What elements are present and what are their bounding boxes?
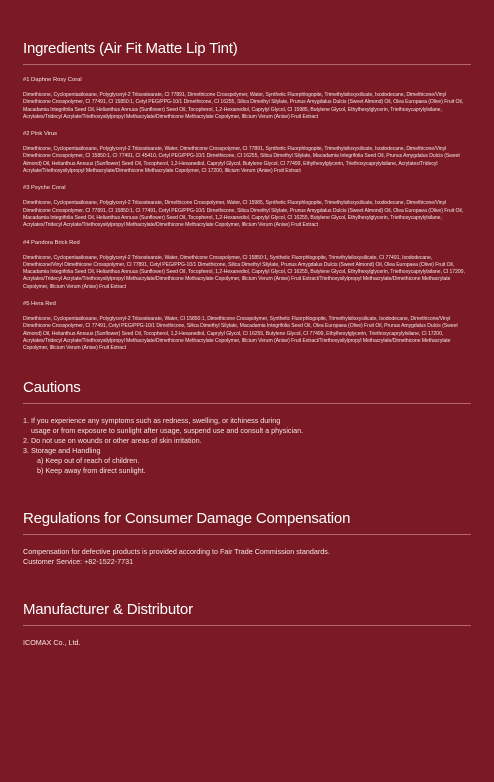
caution-item: 3. Storage and Handling <box>23 445 101 455</box>
section-divider <box>23 534 471 535</box>
caution-subitem: b) Keep away from direct sunlight. <box>37 465 146 475</box>
cautions-title: Cautions <box>23 378 81 396</box>
shade-name: #2 Pink Virus <box>23 131 58 138</box>
regulations-section <box>23 510 471 567</box>
customer-service-text: Customer Service: +82-1522-7731 <box>23 556 134 566</box>
caution-item: 1. If you experience any symptoms such as redness, swelling, or itchiness during <box>23 415 281 425</box>
section-divider <box>23 403 471 404</box>
section-divider <box>23 625 471 626</box>
caution-item-continuation: usage or from exposure to sunlight after usage, suspend use and consult a physician. <box>31 425 304 435</box>
shade-ingredients: Dimethicone, Cyclopentasiloxane, Polyglyceryl-2 Triisostearate, Water, CI 15850:1, Dimethicone Crosspolymer, Synthetic Fluorphlogopite, Trimethylsiloxysilicate, Isododecane, Dimethicone/Vinyl Dimethicone Crosspolymer, CI 77491, Cetyl PEG/PPG-10/1 Dimethicone, Silica Dimethyl Silylate, Macadamia Integrifolia Seed Oil, Olea Europaea (Olive) Fruit Oil, Prunus Amygdalus Dulcis (Sweet Almond) Oil, Helianthus Annuus (Sunflower) Seed Oil, Tocopherol, 1,2-Hexanediol, Caprylyl Glycol, CI 16255, Butylene Glycol, CI 77499, Ethylhexylglycerin, Triethoxycaprylylsilane, CI 17200, Acrylates/Tridecyl Acrylate/Triethoxysilylpropyl Methacrylate/Dimethicone Methacrylate Copolymer, Illicium Verum (Anise) Fruit Extract/Triethoxysilylpropyl Methacrylate/Dimethicone Methacrylate Copolymer, Illicium Verum (Anise) Fruit Extract <box>23 316 458 352</box>
shade-ingredients: Dimethicone, Cyclopentasiloxane, Polyglyceryl-2 Triisostearate, Water, Dimethicone Crosspolymer, CI 15850:1, Synthetic Fluorphlogopite, Trimethylsiloxysilicate, CI 77491, Isododecane, Dimethicone/Vinyl Dimethicone Crosspolymer, CI 77891, Cetyl PEG/PPG-10/1 Dimethicone, Silica Dimethyl Silylate, Prunus Amygdalus Dulcis (Sweet Almond) Oil, Olea Europaea (Olive) Fruit Oil, Macadamia Integrifolia Seed Oil, Helianthus Annuus (Sunflower) Seed Oil, Tocopherol, 1,2-Hexanediol, Caprylyl Glycol, CI 16255, Butylene Glycol, Ethylhexylglycerin, Triethoxycaprylylsilane, CI 17200, Acrylates/Tridecyl Acrylate/Triethoxysilylpropyl Methacrylate/Dimethicone Methacrylate Copolymer, Illicium Verum (Anise) Fruit Extract/Triethoxysilylpropyl Methacrylate/Dimethicone Methacrylate Copolymer, Illicium Verum (Anise) Fruit Extract <box>23 254 465 290</box>
regulations-title: Regulations for Consumer Damage Compensation <box>23 509 351 527</box>
cautions-section <box>23 379 471 476</box>
shade-block <box>23 301 471 352</box>
ingredients-title: Ingredients (Air Fit Matte Lip Tint) <box>23 40 238 57</box>
shade-ingredients: Dimethicone, Cyclopentasiloxane, Polyglyceryl-2 Triisostearate, Dimethicone Crosspolymer, Water, CI 15985, Synthetic Fluorphlogopite, Trimethylsiloxysilicate, Isododecane, Dimethicone/Vinyl Dimethicone Crosspolymer, CI 77891, CI 15850:1, CI 77491, Cetyl PEG/PPG-10/1 Dimethicone, Silica Dimethyl Silylate, Prunus Amygdalus Dulcis (Sweet Almond) Oil, Olea Europaea (Olive) Fruit Oil, Macadamia Integrifolia Seed Oil, Helianthus Annuus (Sunflower) Seed Oil, Tocopherol, 1,2-Hexanediol, Caprylyl Glycol, CI 16255, Butylene Glycol, Ethylhexylglycerin, Triethoxycaprylylsilane, Acrylates/Tridecyl Acrylate/Triethoxysilylpropyl Methacrylate/Dimethicone Methacrylate Copolymer, Illicium Verum (Anise) Fruit Extract <box>23 200 463 229</box>
ingredients-section <box>23 40 471 353</box>
shade-ingredients: Dimethicone, Cyclopentasiloxane, Polyglyceryl-2 Triisostearate, CI 77891, Dimethicone Crosspolymer, Water, Synthetic Fluorphlogopite, Trimethylsiloxysilicate, Isododecane, Dimethicone/Vinyl Dimethicone Crosspolymer, CI 77491, CI 15850:1, Cetyl PEG/PPG-10/1 Dimethicone, CI 16255, Silica Dimethyl Silylate, Prunus Amygdalus Dulcis (Sweet Almond) Oil, Olea Europaea (Olive) Fruit Oil, Macadamia Integrifolia Seed Oil, Helianthus Annuus (Sunflower) Seed Oil, Tocopherol, 1,2-Hexanediol, Caprylyl Glycol, CI 15985, Butylene Glycol, Ethylhexylglycerin, Triethoxycaprylylsilane, Acrylates/Tridecyl Acrylate/Triethoxysilylpropyl Methacrylate/Dimethicone Methacrylate Copolymer, Illicium Verum (Anise) Fruit Extract <box>23 92 463 120</box>
manufacturer-section <box>23 601 471 648</box>
shade-name: #1 Daphne Rosy Coral <box>23 77 82 83</box>
caution-item: 2. Do not use on wounds or other areas of skin irritation. <box>23 435 202 445</box>
compensation-text: Compensation for defective products is provided according to Fair Trade Commission standards. <box>23 546 330 556</box>
shade-name: #3 Psyche Coral <box>23 185 66 192</box>
section-divider <box>23 64 471 65</box>
shade-block <box>23 240 471 291</box>
shade-block <box>23 185 471 229</box>
shade-block <box>23 131 471 175</box>
shade-name: #4 Pandora Brick Red <box>23 239 80 246</box>
manufacturer-title: Manufacturer & Distributor <box>23 600 193 618</box>
shade-ingredients: Dimethicone, Cyclopentasiloxane, Polyglyceryl-2 Triisostearate, Water, Dimethicone Crosspolymer, CI 77891, Synthetic Fluorphlogopite, Trimethylsiloxysilicate, Isododecane, Dimethicone/Vinyl Dimethicone Crosspolymer, CI 15850:1, CI 77491, CI 45410, Cetyl PEG/PPG-10/1 Dimethicone, CI 16255, Silica Dimethyl Silylate, Macadamia Integrifolia Seed Oil, Prunus Amygdalus Dulcis (Sweet Almond) Oil, Helianthus Annuus (Sunflower) Seed Oil, Tocopherol, 1,2-Hexanediol, Caprylyl Glycol, Butylene Glycol, CI 77499, Ethylhexylglycerin, Triethoxycaprylylsilane, Acrylates/Tridecyl Acrylate/Triethoxysilylpropyl Methacrylate/Dimethicone Methacrylate Copolymer, CI 17200, Illicium Verum (Anise) Fruit Extract <box>23 146 460 175</box>
caution-subitem: a) Keep out of reach of children. <box>37 455 140 465</box>
shade-block <box>23 77 471 121</box>
shade-name: #5 Hera Red <box>23 301 56 308</box>
manufacturer-name: ICOMAX Co., Ltd. <box>23 637 81 647</box>
cautions-list <box>23 416 471 476</box>
